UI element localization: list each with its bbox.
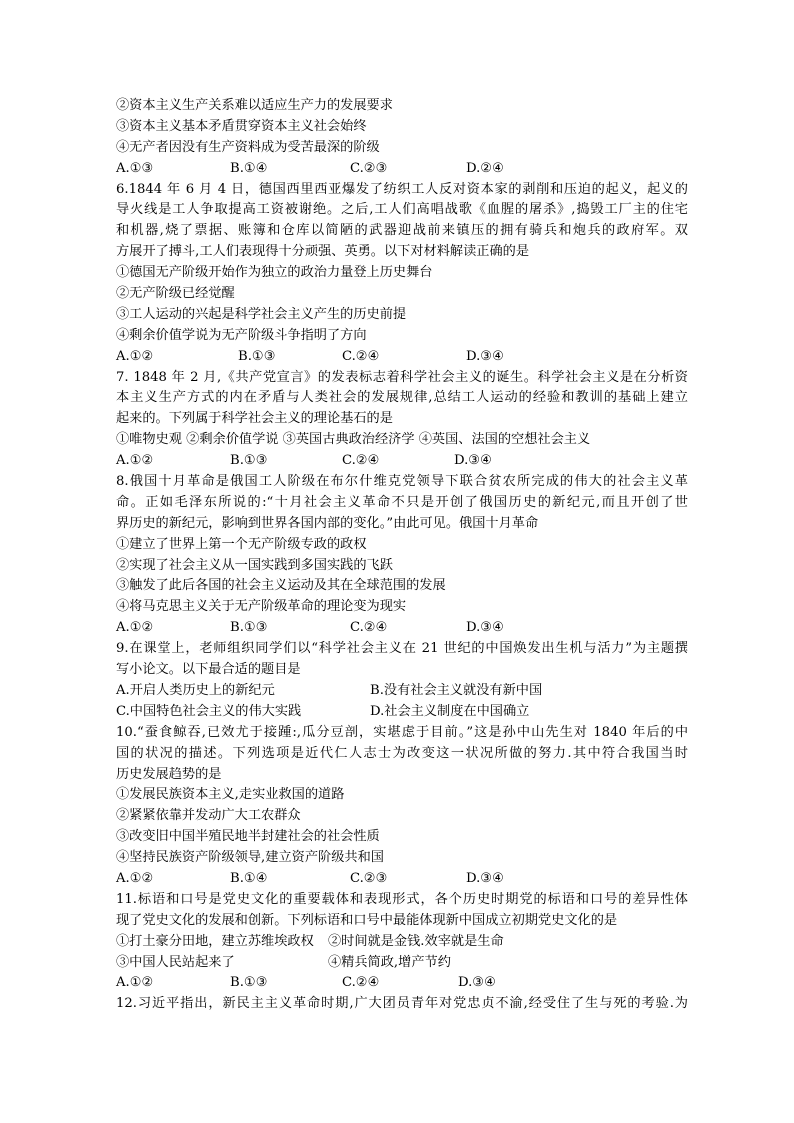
- option-a[interactable]: A.开启人类历史上的新纪元: [116, 682, 275, 698]
- q11-items-row: [116, 953, 688, 974]
- option-d[interactable]: D.③④: [466, 620, 504, 636]
- q6-stem: 方展开了搏斗,工人们表现得十分顽强、英勇。以下对材料解读正确的是: [116, 244, 530, 260]
- q7-items: ①唯物史观 ②剩余价值学说 ③英国古典政治经济学 ④英国、法国的空想社会主义: [116, 432, 591, 448]
- q11-options: [116, 973, 688, 994]
- option-d[interactable]: D.③④: [466, 348, 504, 364]
- option-a[interactable]: A.①②: [116, 620, 154, 636]
- q8-item: ③触发了此后各国的社会主义运动及其在全球范围的发展: [116, 578, 446, 594]
- q10-item: ③改变旧中国半殖民地半封建社会的社会性质: [116, 829, 380, 845]
- option-c[interactable]: C.②④: [342, 975, 380, 991]
- q9-stem: 9.在课堂上，老师组织同学们以“科学社会主义在 21 世纪的中国焕发出生机与活力”为主题撰: [116, 641, 688, 657]
- q6-stem: 6.1844 年 6 月 4 日，德国西里西亚爆发了纺织工人反对资本家的剥削和压迫的起义，起义的: [116, 181, 688, 197]
- q11-stem: 现了党史文化的发展和创新。下列标语和口号中最能体现新中国成立初期党史文化的是: [116, 912, 618, 928]
- q6-stem: 和机器,烧了票据、账簿和仓库以简陋的武器迎战前来镇压的拥有骑兵和炮兵的政府军。双: [116, 223, 688, 239]
- option-c[interactable]: C.②④: [342, 453, 380, 469]
- q6-options: [116, 347, 688, 368]
- q11-item: ②时间就是金钱.效宰就是生命: [328, 933, 504, 949]
- option-b[interactable]: B.①④: [230, 160, 268, 176]
- option-b[interactable]: B.①④: [230, 870, 268, 886]
- q9-options-row: [116, 681, 688, 702]
- q10-item: ①发展民族资本主义,走实业救国的道路: [116, 787, 345, 803]
- q10-item: ②紧紧依靠并发动广大工农群众: [116, 808, 301, 824]
- q10-options: [116, 869, 688, 890]
- q11-stem: 11.标语和口号是党史文化的重要载体和表现形式，各个历史时期党的标语和口号的差异性体: [116, 891, 688, 907]
- option-a[interactable]: A.①②: [116, 453, 154, 469]
- q8-stem: 8.俄国十月革命是俄国工人阶级在布尔什维克党领导下联合贫农所完成的伟大的社会主义革: [116, 474, 688, 490]
- q6-item: ①德国无产阶级开始作为独立的政治力量登上历史舞台: [116, 265, 433, 281]
- q8-item: ①建立了世界上第一个无产阶级专政的政权: [116, 536, 367, 552]
- q7-stem: 本主义生产方式的内在矛盾与人类社会的发展规律,总结工人运动的经验和教训的基础上建立: [116, 390, 688, 406]
- option-d[interactable]: D.②④: [466, 160, 504, 176]
- option-a[interactable]: A.①②: [116, 870, 154, 886]
- q11-item: ④精兵简政,增产节约: [328, 954, 451, 970]
- q5-options: [116, 159, 688, 180]
- option-b[interactable]: B.①③: [230, 453, 268, 469]
- q7-options: [116, 451, 688, 472]
- option-c[interactable]: C.②③: [350, 160, 388, 176]
- q10-item: ④坚持民族资产阶级领导,建立资产阶级共和国: [116, 850, 384, 866]
- q11-item: ③中国人民站起来了: [116, 954, 235, 970]
- option-b[interactable]: B.没有社会主义就没有新中国: [370, 682, 543, 698]
- option-d[interactable]: D.社会主义制度在中国确立: [370, 703, 530, 719]
- q7-stem: 起来的。下列属于科学社会主义的理论基石的是: [116, 411, 393, 427]
- option-a[interactable]: A.①③: [116, 160, 154, 176]
- option-b[interactable]: B.①③: [230, 975, 268, 991]
- q5-item: ④无产者因没有生产资料成为受苦最深的阶级: [116, 139, 380, 155]
- option-b[interactable]: B.①③: [230, 620, 268, 636]
- q6-item: ②无产阶级已经觉醒: [116, 286, 235, 302]
- q10-stem: 国的状况的描述。下列选项是近代仁人志士为改变这一状况所做的努力.其中符合我国当时: [116, 745, 688, 761]
- q6-item: ③工人运动的兴起是科学社会主义产生的历史前提: [116, 306, 407, 322]
- q8-item: ④将马克思主义关于无产阶级革命的理论变为现实: [116, 599, 407, 615]
- option-b[interactable]: B.①③: [238, 348, 276, 364]
- q8-stem: 界历史的新纪元，影响到世界各国内部的变化。”由此可见。俄国十月革命: [116, 515, 539, 531]
- exam-content: [116, 96, 688, 1015]
- q6-stem: 导火线是工人争取提高工资被谢绝。之后,工人们高唱战歌《血腥的屠杀》,捣毁工厂主的住宅: [116, 202, 688, 218]
- q9-stem: 写小论文。以下最合适的题目是: [116, 662, 301, 678]
- q11-item: ①打土豪分田地，建立苏维埃政权: [116, 933, 314, 949]
- q5-item: ③资本主义基本矛盾贯穿资本主义社会始终: [116, 118, 367, 134]
- q8-stem: 命。正如毛泽东所说的:“十月社会主义革命不只是开创了俄国历史的新纪元,而且开创了世: [116, 494, 688, 510]
- option-d[interactable]: D.③④: [466, 870, 504, 886]
- option-d[interactable]: D.③④: [458, 975, 496, 991]
- q8-item: ②实现了社会主义从一国实践到多国实践的飞跃: [116, 557, 393, 573]
- q5-item: ②资本主义生产关系难以适应生产力的发展要求: [116, 98, 393, 113]
- q9-options-row: [116, 702, 688, 723]
- option-c[interactable]: C.②④: [350, 620, 388, 636]
- q7-stem: 7. 1848 年 2 月,《共产党宣言》的发表标志着科学社会主义的诞生。科学社会主义是在分析资: [116, 369, 688, 385]
- q8-options: [116, 618, 688, 639]
- q10-stem: 10.“蚕食鲸吞,已效尤于接踵:,瓜分豆剖，实堪虑于目前。”这是孙中山先生对 1840 年后的中: [116, 724, 688, 740]
- q11-items-row: [116, 932, 688, 953]
- option-c[interactable]: C.②③: [350, 870, 388, 886]
- option-a[interactable]: A.①②: [116, 348, 154, 364]
- q6-item: ④剩余价值学说为无产阶级斗争指明了方向: [116, 327, 367, 343]
- q10-stem: 历史发展趋势的是: [116, 766, 222, 782]
- option-d[interactable]: D.③④: [454, 453, 492, 469]
- option-c[interactable]: C.②④: [342, 348, 380, 364]
- option-c[interactable]: C.中国特色社会主义的伟大实践: [116, 703, 302, 719]
- q12-stem: 12.习近平指出，新民主主义革命时期,广大团员青年对党忠贞不渝,经受住了生与死的考验.为: [116, 996, 688, 1012]
- option-a[interactable]: A.①②: [116, 975, 154, 991]
